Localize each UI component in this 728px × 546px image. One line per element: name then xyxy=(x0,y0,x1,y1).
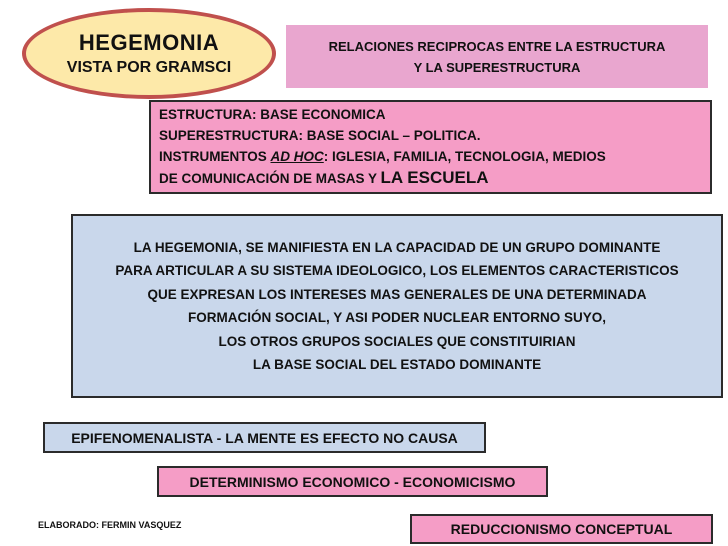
hegemonia-definition-box xyxy=(71,214,723,398)
epifenomenalista-box xyxy=(43,422,486,453)
definition-line: FORMACIÓN SOCIAL, Y ASI PODER NUCLEAR ENTORNO SUYO, xyxy=(187,310,607,325)
ad-hoc-text: AD HOC xyxy=(270,149,324,164)
subtitle-text: VISTA POR GRAMSCI xyxy=(66,59,232,76)
reduccionismo-box xyxy=(410,514,713,544)
estructura-line-1: ESTRUCTURA: BASE ECONOMICA xyxy=(159,107,386,122)
definition-line: QUE EXPRESAN LOS INTERESES MAS GENERALES DE UNA DETERMINADA xyxy=(147,286,647,302)
instrumentos-list: : IGLESIA, FAMILIA, TECNOLOGIA, MEDIOS xyxy=(323,149,606,164)
instrumentos-label: INSTRUMENTOS xyxy=(159,149,271,164)
estructura-line-2: SUPERESTRUCTURA: BASE SOCIAL – POLITICA. xyxy=(159,128,481,143)
definition-line: LA BASE SOCIAL DEL ESTADO DOMINANTE xyxy=(252,357,542,372)
estructura-line-3 xyxy=(159,146,702,167)
comunicacion-text: DE COMUNICACIÓN DE MASAS Y xyxy=(159,171,381,186)
hegemonia-title-oval xyxy=(22,8,276,99)
definition-line: PARA ARTICULAR A SU SISTEMA IDEOLOGICO, LOS ELEMENTOS CARACTERISTICOS xyxy=(115,263,679,278)
relaciones-line-2: Y LA SUPERESTRUCTURA xyxy=(413,59,581,75)
definition-line: LOS OTROS GRUPOS SOCIALES QUE CONSTITUIRIAN xyxy=(218,333,576,349)
relaciones-box xyxy=(286,25,708,88)
author-credit: ELABORADO: FERMIN VASQUEZ xyxy=(38,520,182,530)
relaciones-line-1: RELACIONES RECIPROCAS ENTRE LA ESTRUCTURA xyxy=(328,38,666,54)
determinismo-box xyxy=(157,466,548,497)
determinismo-text: DETERMINISMO ECONOMICO - ECONOMICISMO xyxy=(189,473,516,490)
epifenomenalista-text: EPIFENOMENALISTA - LA MENTE ES EFECTO NO CAUSA xyxy=(71,429,458,446)
definition-line: LA HEGEMONIA, SE MANIFIESTA EN LA CAPACIDAD DE UN GRUPO DOMINANTE xyxy=(133,239,661,255)
title-text: HEGEMONIA xyxy=(78,30,220,55)
reduccionismo-text: REDUCCIONISMO CONCEPTUAL xyxy=(450,521,673,537)
estructura-box xyxy=(149,100,712,194)
la-escuela-text: LA ESCUELA xyxy=(380,168,489,187)
estructura-line-4 xyxy=(159,167,702,189)
